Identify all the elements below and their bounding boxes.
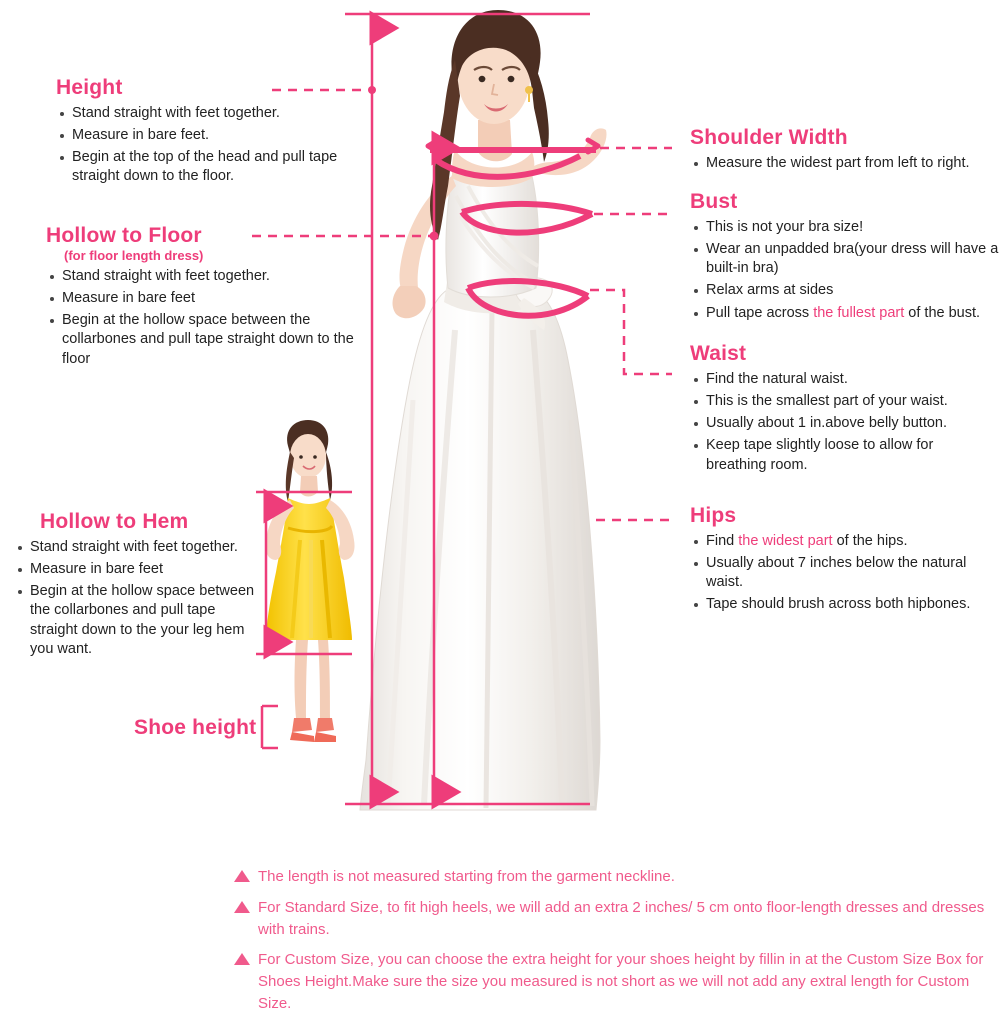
waist-list xyxy=(690,370,990,475)
hollow-to-hem-list xyxy=(14,538,260,659)
highlight-text: the fullest part xyxy=(813,304,905,321)
list-item: Stand straight with feet together. xyxy=(56,104,356,123)
list-item: Find the natural waist. xyxy=(690,370,990,389)
list-item: Measure the widest part from left to right. xyxy=(690,154,996,173)
footnote-text: For Custom Size, you can choose the extra height for your shoes height by fillin in at the Custom Size Box for Shoes Height.Make sure the size you measured is not short as we will not add any extral length for Custom Size. xyxy=(258,951,984,1012)
section-hollow-to-hem xyxy=(14,510,260,662)
warning-triangle-icon xyxy=(234,870,250,882)
section-shoulder-width xyxy=(690,126,996,176)
list-item: Keep tape slightly loose to allow for breathing room. xyxy=(690,436,990,474)
list-item: Usually about 7 inches below the natural waist. xyxy=(690,554,990,592)
list-item: Begin at the hollow space between the collarbones and pull tape straight down to the your leg hem you want. xyxy=(14,582,260,659)
footnote-text: The length is not measured starting from the garment neckline. xyxy=(258,868,675,885)
section-hollow-to-floor xyxy=(46,224,356,372)
hollow-to-floor-subtitle: (for floor length dress) xyxy=(64,248,204,263)
list-item: Usually about 1 in.above belly button. xyxy=(690,414,990,433)
section-hips xyxy=(690,504,990,618)
waist-title: Waist xyxy=(690,342,747,365)
list-item: Begin at the top of the head and pull tape straight down to the floor. xyxy=(56,148,356,186)
section-waist xyxy=(690,342,990,478)
highlight-text: the widest part xyxy=(738,533,833,549)
bust-title: Bust xyxy=(690,190,738,213)
warning-triangle-icon xyxy=(234,901,250,913)
hips-title: Hips xyxy=(690,504,737,527)
bust-item-4-text: Pull tape across the fullest part of the bust. xyxy=(706,304,981,321)
hips-list xyxy=(690,532,990,615)
list-item: This is the smallest part of your waist. xyxy=(690,392,990,411)
footnotes xyxy=(232,866,1000,1024)
list-item: This is not your bra size! xyxy=(690,218,1000,237)
warning-triangle-icon xyxy=(234,953,250,965)
section-bust xyxy=(690,190,1000,326)
bust-list xyxy=(690,218,1000,323)
section-height xyxy=(56,76,356,190)
list-item xyxy=(690,304,1000,323)
section-shoe-height xyxy=(134,716,256,740)
list-item: Stand straight with feet together. xyxy=(14,538,260,557)
list-item: Tape should brush across both hipbones. xyxy=(690,595,990,614)
hollow-to-floor-title: Hollow to Floor xyxy=(46,224,202,247)
list-item: Measure in bare feet xyxy=(14,560,260,579)
hips-item-1-text: Find the widest part of the hips. xyxy=(706,533,908,549)
shoulder-width-title: Shoulder Width xyxy=(690,126,848,149)
list-item: Wear an unpadded bra(your dress will have a built-in bra) xyxy=(690,240,1000,278)
height-list xyxy=(56,104,356,187)
footnote xyxy=(232,897,1000,941)
footnote-text: For Standard Size, to fit high heels, we will add an extra 2 inches/ 5 cm onto floor-length dresses and dresses with trains. xyxy=(258,898,985,938)
list-item: Relax arms at sides xyxy=(690,281,1000,300)
list-item: Begin at the hollow space between the collarbones and pull tape straight down to the floor xyxy=(46,311,356,368)
shoulder-width-list xyxy=(690,154,996,173)
hollow-to-floor-list xyxy=(46,267,356,369)
list-item: Stand straight with feet together. xyxy=(46,267,356,286)
list-item: Measure in bare feet xyxy=(46,289,356,308)
shoe-height-title: Shoe height xyxy=(134,716,257,739)
hollow-to-hem-title: Hollow to Hem xyxy=(40,510,189,533)
list-item xyxy=(690,532,990,551)
list-item: Measure in bare feet. xyxy=(56,126,356,145)
footnote xyxy=(232,866,1000,888)
footnote xyxy=(232,949,1000,1014)
height-title: Height xyxy=(56,76,123,99)
